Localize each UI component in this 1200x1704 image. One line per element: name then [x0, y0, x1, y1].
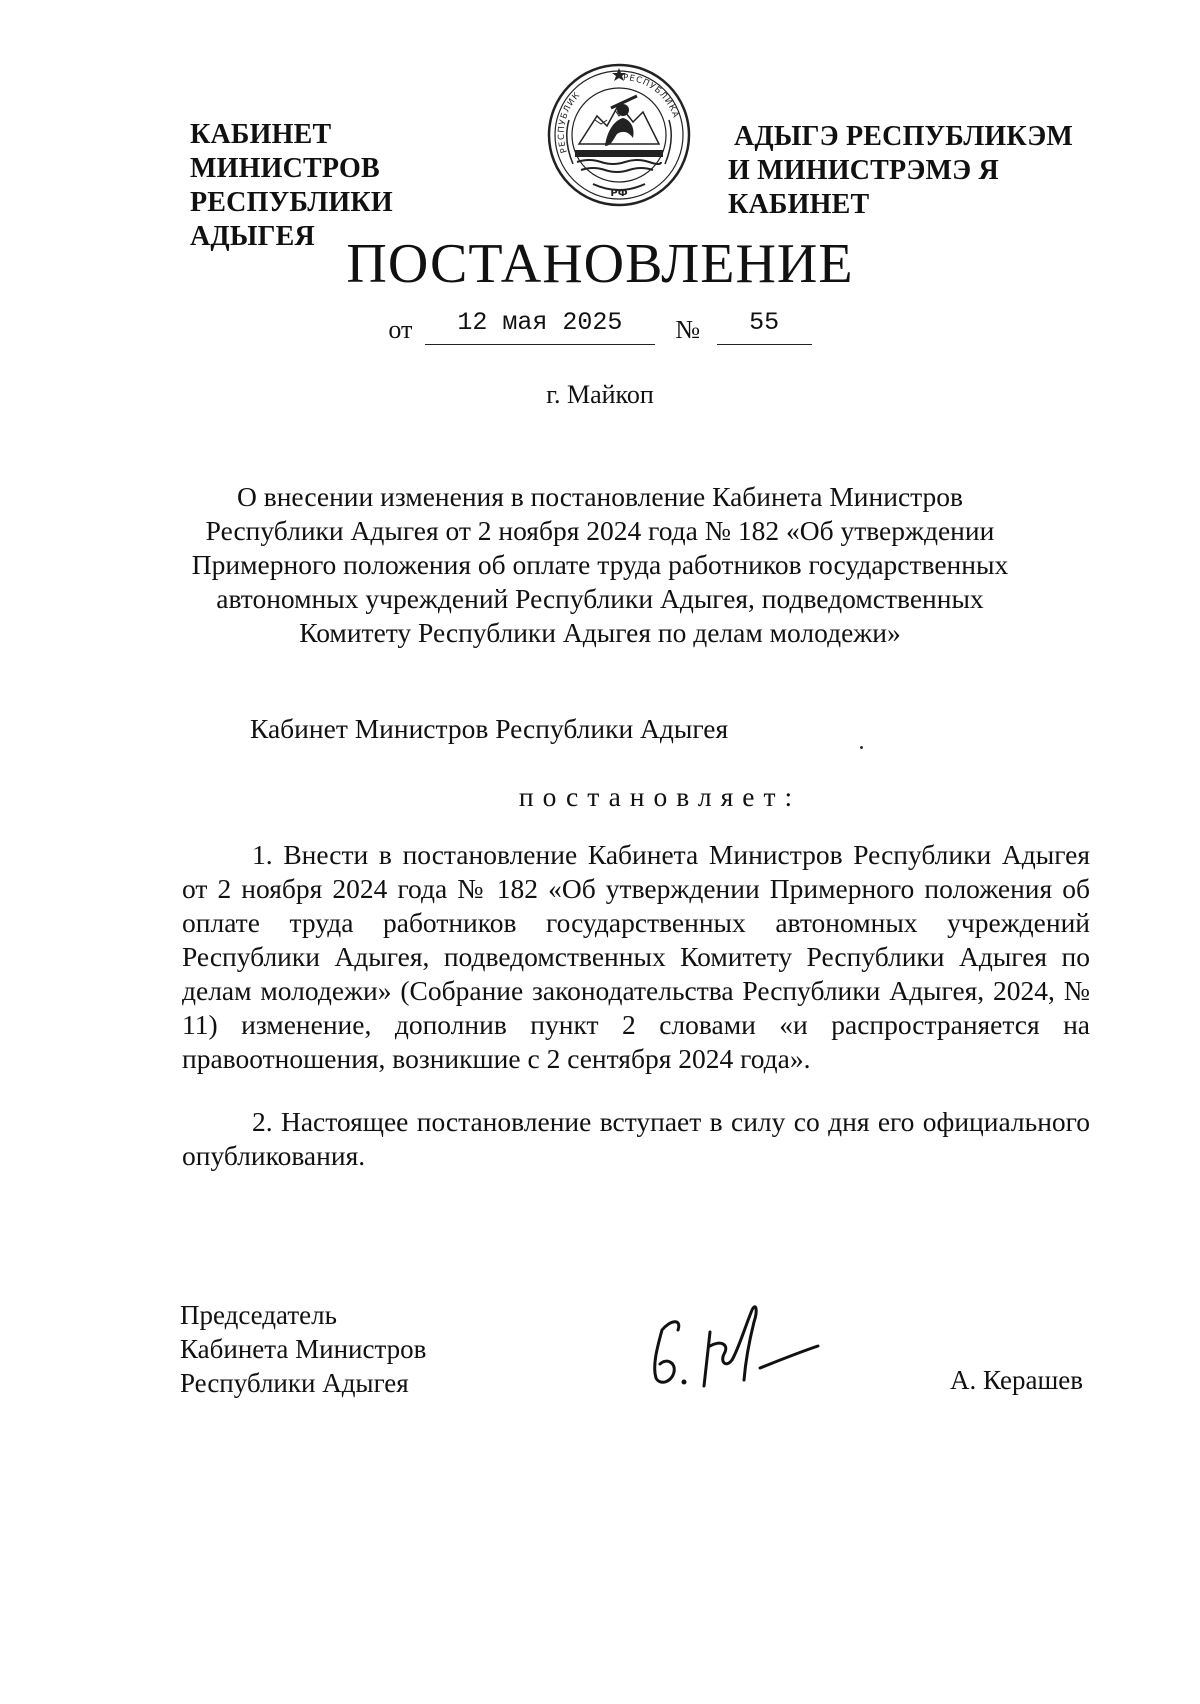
coat-of-arms-emblem — [545, 60, 693, 210]
signatory-name: А. Керашев — [950, 1365, 1083, 1395]
header-right-line2: И МИНИСТРЭМЭ Я КАБИНЕТ — [728, 155, 999, 220]
signatory-position — [180, 1298, 426, 1400]
paragraph-item-2: 2. Настоящее постановление вступает в силу со дня его официального опубликования. — [182, 1106, 1090, 1171]
issuer-header-adyghe — [728, 120, 1088, 222]
number-label: № — [675, 315, 701, 344]
header-left-line1: КАБИНЕТ МИНИСТРОВ — [190, 119, 380, 184]
date-label: от — [388, 315, 413, 344]
subject-line: Республики Адыгея от 2 ноября 2024 года № 182 «Об утверждении — [205, 515, 995, 546]
document-subject — [170, 480, 1030, 650]
number-value: 55 — [717, 310, 812, 345]
subject-line: Примерного положения об оплате труда работников государственных — [191, 549, 1009, 580]
decree-word: постановляет: — [518, 781, 802, 812]
document-title: ПОСТАНОВЛЕНИЕ — [346, 233, 854, 295]
emblem-text-right: РЕСПУБЛИКА — [622, 72, 681, 120]
date-number-line — [0, 310, 1200, 345]
subject-line: Комитету Республики Адыгея по делам молодежи» — [299, 617, 901, 648]
position-line: Республики Адыгея — [180, 1368, 409, 1398]
position-line: Кабинета Министров — [180, 1334, 427, 1364]
subject-line: автономных учреждений Республики Адыгея, подведомственных — [216, 583, 984, 614]
date-value: 12 мая 2025 — [425, 310, 655, 345]
subject-line: О внесении изменения в постановление Кабинета Министров — [237, 481, 963, 512]
header-right-line1: АДЫГЭ РЕСПУБЛИКЭМ — [734, 121, 1074, 152]
emblem-text-bottom: РФ — [610, 188, 628, 199]
emblem-text-left: РЕСПУБЛИК — [556, 90, 583, 155]
header-left-line2: РЕСПУБЛИКИ АДЫГЕЯ — [190, 187, 393, 252]
position-line: Председатель — [180, 1300, 337, 1330]
handwritten-signature — [640, 1290, 830, 1400]
paragraph-item-1: 1. Внести в постановление Кабинета Министров Республики Адыгея от 2 ноября 2024 года № 182 «Об утверждении Примерного положения об оплате труда работников государственных автономных учреждений Республики Адыгея, подведомственных Комитету Республики Адыгея по делам молодежи» (Собрание законодательства Республики Адыгея, 2024, № 11) изменение, дополнив пункт 2 словами «и распространяется на правоотношения, возникшие с 2 сентября 2024 года». — [182, 839, 1090, 1074]
city: г. Майкоп — [546, 380, 654, 409]
issuer-statement: Кабинет Министров Республики Адыгея — [250, 713, 729, 744]
scan-speck — [860, 746, 863, 749]
